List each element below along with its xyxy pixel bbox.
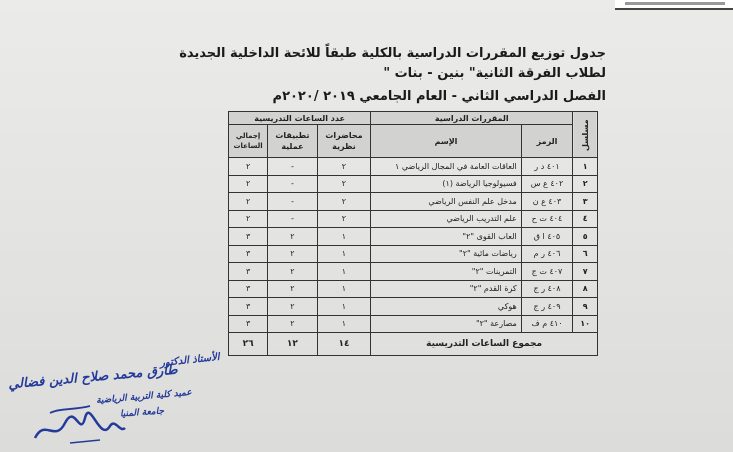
signature-name: طارق محمد صلاح الدين فضالي	[7, 362, 179, 393]
row-code: ٤٠٧ ت ج	[521, 263, 573, 281]
table-row	[229, 315, 598, 333]
row-name: العاقات العامة في المجال الرياضي ١	[371, 158, 521, 176]
top-edge-strip	[615, 0, 733, 10]
row-total: ٣	[229, 298, 268, 316]
row-serial: ٦	[573, 245, 598, 263]
row-code: ٤٠٢ ع س	[521, 175, 573, 193]
header-code: الرمز	[521, 125, 573, 158]
row-lectures: ١	[317, 280, 371, 298]
table-row	[229, 263, 598, 281]
signature-university: جامعة المنيا	[119, 406, 165, 420]
heading-line-2: لطلاب الفرقة الثانية" بنين - بنات "	[383, 66, 606, 81]
heading-line-3: الفصل الدراسي الثاني - العام الجامعي ٢٠١٩ /٢٠٢٠م	[272, 89, 606, 104]
row-name: التمرينات "٢"	[371, 263, 521, 281]
row-lectures: ٢	[317, 193, 371, 211]
row-serial: ٧	[573, 263, 598, 281]
row-lectures: ٢	[317, 175, 371, 193]
totals-label: مجموع الساعات التدريسية	[371, 333, 598, 356]
row-code: ٤٠١ د ر	[521, 158, 573, 176]
row-practical: -	[268, 175, 317, 193]
row-lectures: ١	[317, 315, 371, 333]
row-total: ٣	[229, 228, 268, 246]
table-row	[229, 158, 598, 176]
courses-table	[228, 111, 598, 356]
header-total: إجمالي الساعات	[229, 125, 268, 158]
row-practical: -	[268, 193, 317, 211]
row-serial: ٩	[573, 298, 598, 316]
row-code: ٤٠٦ ر م	[521, 245, 573, 263]
row-code: ٤٠٥ ا ق	[521, 228, 573, 246]
row-name: مصارعة "٢"	[371, 315, 521, 333]
row-lectures: ١	[317, 298, 371, 316]
header-serial: مسلسل	[573, 112, 598, 158]
row-total: ٣	[229, 280, 268, 298]
row-total: ٣	[229, 263, 268, 281]
header-name: الإسم	[371, 125, 521, 158]
row-serial: ٥	[573, 228, 598, 246]
row-lectures: ٢	[317, 158, 371, 176]
table-row	[229, 193, 598, 211]
row-total: ٢	[229, 210, 268, 228]
row-code: ٤١٠ م ف	[521, 315, 573, 333]
row-total: ٢	[229, 193, 268, 211]
row-lectures: ١	[317, 228, 371, 246]
totals-row	[229, 333, 598, 356]
row-name: فسيولوجيا الرياضة (١)	[371, 175, 521, 193]
handwritten-signature-mark	[30, 398, 130, 448]
header-hours: عدد الساعات التدريسية	[229, 112, 371, 125]
row-total: ٣	[229, 245, 268, 263]
table-row	[229, 280, 598, 298]
header-courses: المقررات الدراسية	[371, 112, 573, 125]
totals-lectures: ١٤	[317, 333, 371, 356]
row-serial: ٨	[573, 280, 598, 298]
row-lectures: ١	[317, 245, 371, 263]
row-name: علم التدريب الرياضي	[371, 210, 521, 228]
row-lectures: ١	[317, 263, 371, 281]
row-practical: ٢	[268, 315, 317, 333]
table-row	[229, 175, 598, 193]
row-name: العاب القوى "٢"	[371, 228, 521, 246]
row-code: ٤٠٣ ع ن	[521, 193, 573, 211]
row-total: ٣	[229, 315, 268, 333]
row-code: ٤٠٨ ر ج	[521, 280, 573, 298]
row-practical: ٢	[268, 298, 317, 316]
table-row	[229, 210, 598, 228]
totals-practical: ١٢	[268, 333, 317, 356]
row-serial: ٣	[573, 193, 598, 211]
totals-total: ٢٦	[229, 333, 268, 356]
header-lectures: محاضرات نظرية	[317, 125, 371, 158]
table-row	[229, 298, 598, 316]
row-serial: ٤	[573, 210, 598, 228]
row-serial: ٢	[573, 175, 598, 193]
row-code: ٤٠٩ ر ج	[521, 298, 573, 316]
row-practical: ٢	[268, 245, 317, 263]
row-practical: -	[268, 210, 317, 228]
signature-role: عميد كلية التربية الرياضية	[95, 387, 193, 407]
row-practical: ٢	[268, 228, 317, 246]
table-row	[229, 228, 598, 246]
row-name: مدخل علم النفس الرياضي	[371, 193, 521, 211]
header-practical: تطبيقات عملية	[268, 125, 317, 158]
row-name: رياضات مائية "٢"	[371, 245, 521, 263]
row-serial: ١٠	[573, 315, 598, 333]
signature-title: الأستاذ الدكتور	[159, 351, 221, 370]
row-lectures: ٢	[317, 210, 371, 228]
row-practical: -	[268, 158, 317, 176]
heading-line-1: جدول توزيع المقررات الدراسية بالكلية طبقاً للائحة الداخلية الجديدة	[179, 46, 606, 61]
row-name: هوكي	[371, 298, 521, 316]
row-serial: ١	[573, 158, 598, 176]
row-total: ٢	[229, 158, 268, 176]
row-practical: ٢	[268, 263, 317, 281]
row-name: كرة القدم "٢"	[371, 280, 521, 298]
row-practical: ٢	[268, 280, 317, 298]
row-code: ٤٠٤ ت ح	[521, 210, 573, 228]
row-total: ٢	[229, 175, 268, 193]
table-row	[229, 245, 598, 263]
